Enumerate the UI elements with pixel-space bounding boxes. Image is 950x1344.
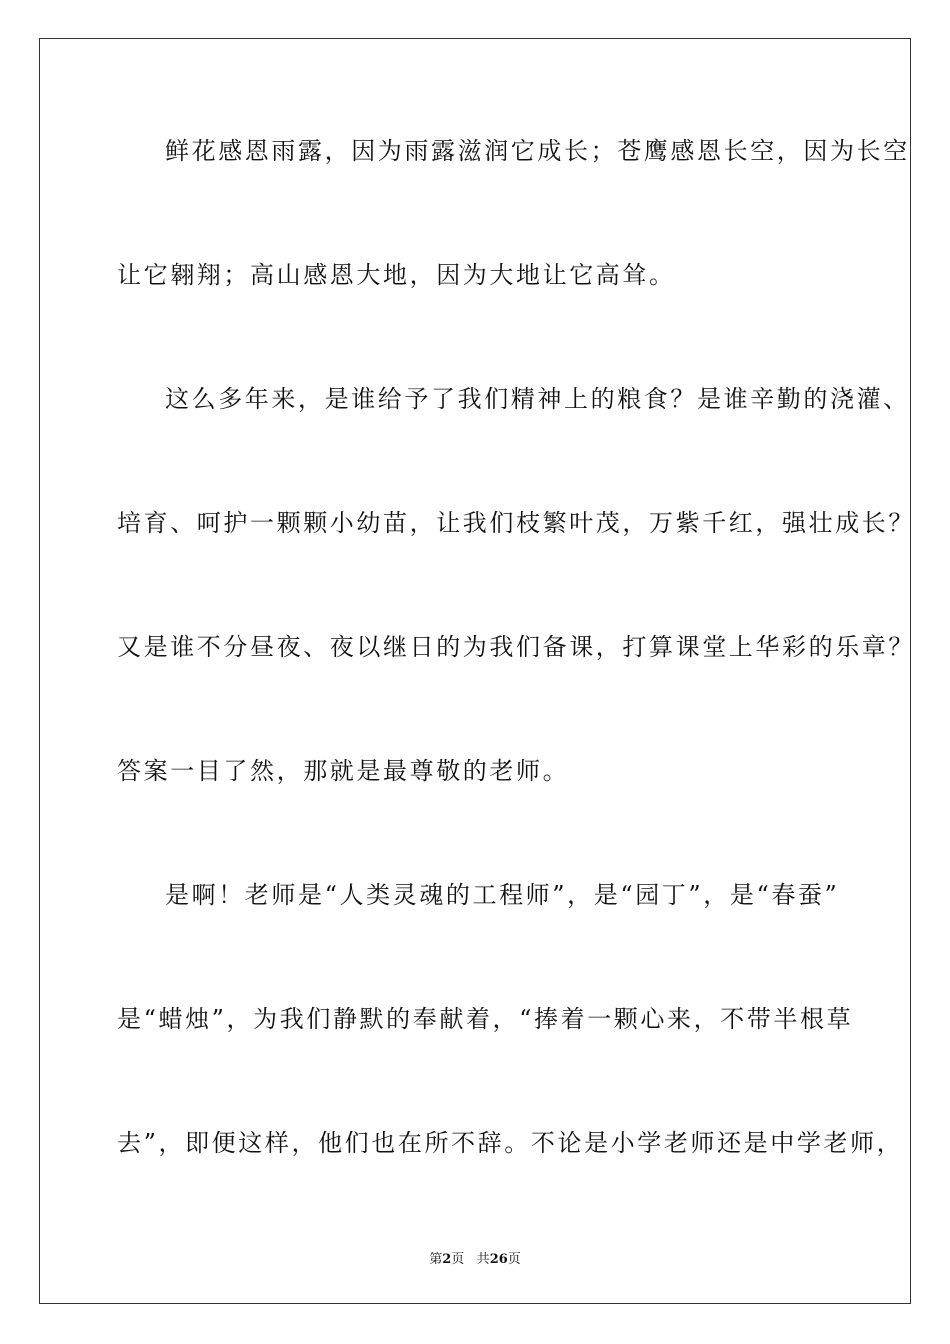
footer-total-suffix: 页 bbox=[507, 1252, 521, 1267]
footer-total-prefix: 共 bbox=[476, 1252, 490, 1267]
text-line: 去”，即便这样，他们也在所不辞。不论是小学老师还是中学老师， bbox=[117, 1129, 904, 1157]
footer-page-suffix: 页 bbox=[451, 1252, 465, 1267]
text-line: 答案一目了然，那就是最尊敬的老师。 bbox=[117, 757, 570, 785]
footer-total-pages: 26 bbox=[489, 1252, 508, 1267]
text-line: 又是谁不分昼夜、夜以继日的为我们备课，打算课堂上华彩的乐章？ bbox=[117, 633, 915, 661]
text-line: 鲜花感恩雨露，因为雨露滋润它成长；苍鹰感恩长空，因为长空 bbox=[165, 137, 910, 165]
text-line: 这么多年来，是谁给予了我们精神上的粮食？是谁辛勤的浇灌、 bbox=[165, 385, 910, 413]
text-line: 是啊！老师是“人类灵魂的工程师”，是“园丁”，是“春蚕” bbox=[165, 881, 840, 909]
page-border bbox=[39, 38, 911, 1304]
text-line: 是“蜡烛”，为我们静默的奉献着，“捧着一颗心来，不带半根草 bbox=[117, 1005, 854, 1033]
page-footer bbox=[0, 1248, 950, 1267]
footer-page-number: 2 bbox=[442, 1252, 452, 1267]
footer-page-prefix: 第 bbox=[429, 1252, 443, 1267]
text-line: 培育、呵护一颗颗小幼苗，让我们枝繁叶茂，万紫千红，强壮成长？ bbox=[117, 509, 915, 537]
text-line: 让它翱翔；高山感恩大地，因为大地让它高耸。 bbox=[117, 261, 676, 289]
